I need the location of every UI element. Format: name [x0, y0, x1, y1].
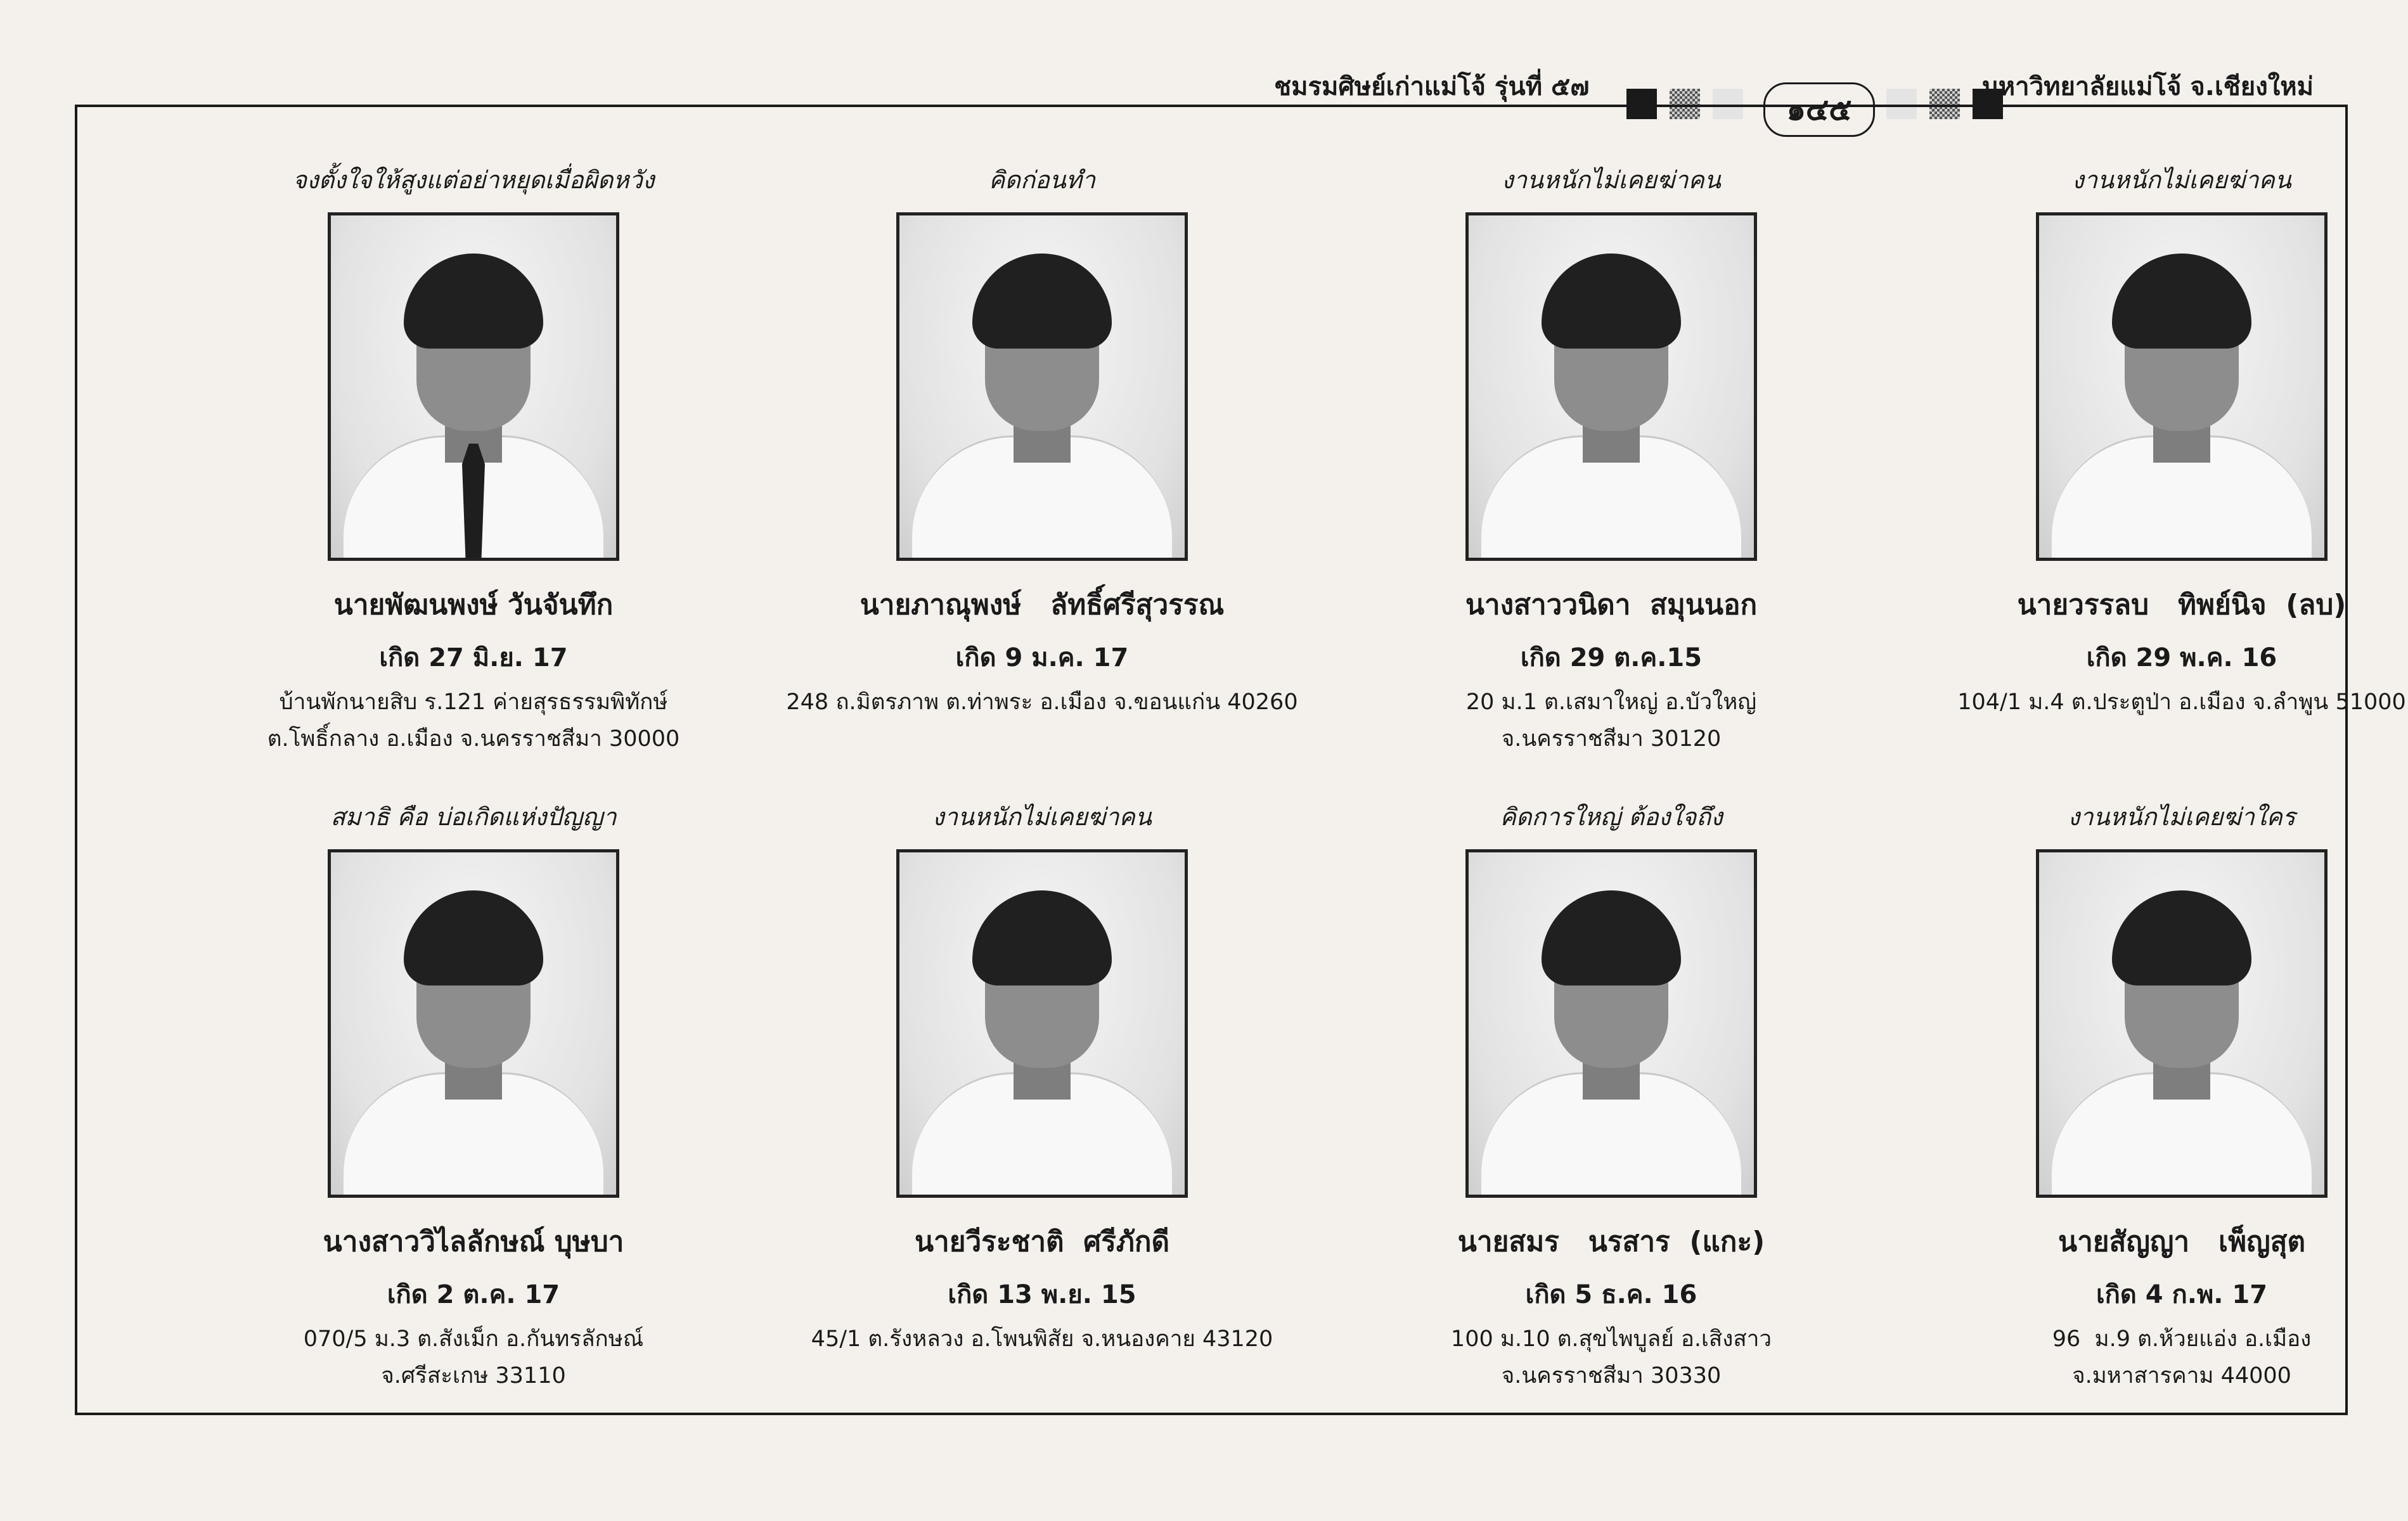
motto: งานหนักไม่เคยฆ่าคน	[932, 803, 1152, 831]
birth-date: เกิด 4 ก.พ. 17	[2096, 1280, 2268, 1309]
page-number: ๑๔๕	[1763, 82, 1875, 137]
person-name: นายภาณุพงษ์ ลัทธิ์ศรีสุวรรณ	[860, 589, 1225, 621]
portrait-photo	[328, 212, 619, 561]
motto: งานหนักไม่เคยฆ่าคน	[1502, 166, 1721, 194]
address-line: ต.โพธิ์กลาง อ.เมือง จ.นครราชสีมา 30000	[267, 726, 680, 752]
person-card	[188, 801, 759, 1394]
address-line: 248 ถ.มิตรภาพ ต.ท่าพระ อ.เมือง จ.ขอนแก่น 40260	[786, 690, 1298, 715]
person-card	[1896, 801, 2408, 1394]
motto: งานหนักไม่เคยฆ่าคน	[2072, 166, 2291, 194]
address-line: 96 ม.9 ต.ห้วยแอ่ง อ.เมือง	[2052, 1326, 2312, 1352]
portrait-photo	[2036, 849, 2328, 1198]
birth-date: เกิด 29 พ.ค. 16	[2086, 643, 2277, 672]
motto: คิดก่อนทำ	[988, 166, 1096, 194]
club-title: ชมรมศิษย์เก่าแม่โจ้ รุ่นที่ ๕๗	[1274, 72, 1590, 101]
person-name: นางสาววิไลลักษณ์ บุษบา	[323, 1226, 624, 1258]
birth-date: เกิด 5 ธ.ค. 16	[1525, 1280, 1697, 1309]
person-card	[1896, 164, 2408, 721]
portrait-photo	[896, 212, 1188, 561]
address-line: บ้านพักนายสิบ ร.121 ค่ายสุรธรรมพิทักษ์	[279, 690, 668, 715]
portrait-photo	[1465, 849, 1757, 1198]
university-title: มหาวิทยาลัยแม่โจ้ จ.เชียงใหม่	[1981, 72, 2314, 101]
birth-date: เกิด 29 ต.ค.15	[1520, 643, 1703, 672]
person-card	[757, 164, 1327, 721]
motto: สมาธิ คือ บ่อเกิดแห่งปัญญา	[330, 803, 617, 831]
portrait-photo	[896, 849, 1188, 1198]
portrait-photo	[328, 849, 619, 1198]
person-card	[188, 164, 759, 757]
address-line: 20 ม.1 ต.เสมาใหญ่ อ.บัวใหญ่	[1465, 690, 1757, 715]
yearbook-frame	[75, 105, 2406, 1415]
portrait-photo	[1465, 212, 1757, 561]
address-line: จ.มหาสารคาม 44000	[2072, 1363, 2291, 1389]
birth-date: เกิด 13 พ.ย. 15	[948, 1280, 1136, 1309]
person-name: นายสัญญา เพ็ญสุต	[2057, 1226, 2306, 1258]
address-line: จ.ศรีสะเกษ 33110	[381, 1363, 566, 1389]
person-name: นายพัฒนพงษ์ วันจันทึก	[333, 589, 614, 621]
motto: คิดการใหญ่ ต้องใจถึง	[1500, 803, 1723, 831]
address-line: 100 ม.10 ต.สุขไพบูลย์ อ.เสิงสาว	[1450, 1326, 1772, 1352]
person-name: นางสาววนิดา สมุนนอก	[1465, 589, 1758, 621]
portrait-photo	[2036, 212, 2328, 561]
birth-date: เกิด 9 ม.ค. 17	[955, 643, 1129, 672]
motto: จงตั้งใจให้สูงแต่อย่าหยุดเมื่อผิดหวัง	[292, 166, 655, 194]
person-card	[757, 801, 1327, 1357]
birth-date: เกิด 2 ต.ค. 17	[387, 1280, 560, 1309]
motto: งานหนักไม่เคยฆ่าใคร	[2068, 803, 2296, 831]
address-line: จ.นครราชสีมา 30120	[1501, 726, 1722, 752]
address-line: 45/1 ต.รังหลวง อ.โพนพิสัย จ.หนองคาย 43120	[811, 1326, 1273, 1352]
person-name: นายวรรลบ ทิพย์นิจ (ลบ)	[2017, 589, 2347, 621]
person-name: นายวีระชาติ ศรีภักดี	[914, 1226, 1170, 1258]
person-card	[1326, 164, 1896, 757]
birth-date: เกิด 27 มิ.ย. 17	[379, 643, 568, 672]
address-line: 104/1 ม.4 ต.ประตูป่า อ.เมือง จ.ลำพูน 51000	[1957, 690, 2406, 715]
person-name: นายสมร นรสาร (แกะ)	[1457, 1226, 1765, 1258]
address-line: จ.นครราชสีมา 30330	[1501, 1363, 1722, 1389]
address-line: 070/5 ม.3 ต.สังเม็ก อ.กันทรลักษณ์	[303, 1326, 644, 1352]
person-card	[1326, 801, 1896, 1394]
